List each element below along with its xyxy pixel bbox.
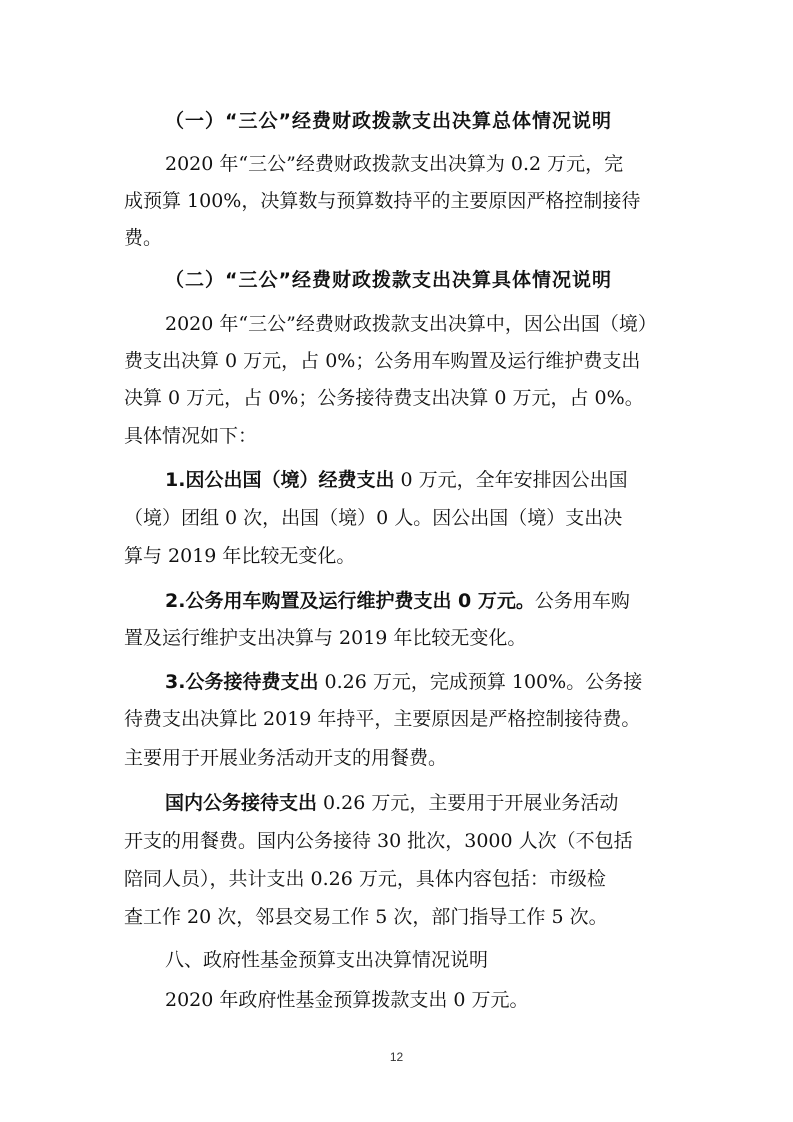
item-1-line-2: （境）团组 0 次，出国（境）0 人。因公出国（境）支出决 bbox=[124, 507, 623, 529]
domestic-line-3: 陪同人员），共计支出 0.26 万元，具体内容包括：市级检 bbox=[124, 868, 606, 890]
item-3-line-3: 主要用于开展业务活动开支的用餐费。 bbox=[124, 747, 448, 769]
section-2-heading: （二）“三公”经费财政拨款支出决算具体情况说明 bbox=[165, 269, 612, 291]
section-1-heading: （一）“三公”经费财政拨款支出决算总体情况说明 bbox=[165, 110, 612, 132]
domestic-text: 0.26 万元，主要用于开展业务活动 bbox=[317, 792, 619, 814]
section-1-line-3: 费。 bbox=[124, 227, 163, 249]
section-2-line-3: 决算 0 万元，占 0%；公务接待费支出决算 0 万元，占 0%。 bbox=[124, 387, 644, 409]
domestic-label: 国内公务接待支出 bbox=[165, 792, 318, 814]
section-2-line-4: 具体情况如下： bbox=[124, 425, 258, 447]
section-2-line-1: 2020 年“三公”经费财政拨款支出决算中，因公出国（境） bbox=[165, 313, 657, 335]
item-3-line-2: 待费支出决算比 2019 年持平，主要原因是严格控制接待费。 bbox=[124, 708, 641, 730]
section-1-line-1: 2020 年“三公”经费财政拨款支出决算为 0.2 万元，完 bbox=[165, 153, 624, 175]
section-1-line-2: 成预算 100%，决算数与预算数持平的主要原因严格控制接待 bbox=[124, 190, 641, 212]
domestic-line-1 bbox=[0, 785, 793, 821]
item-2-line-1 bbox=[0, 583, 793, 619]
section-2-line-2: 费支出决算 0 万元，占 0%；公务用车购置及运行维护费支出 bbox=[124, 350, 641, 372]
item-1-line-3: 算与 2019 年比较无变化。 bbox=[124, 545, 356, 567]
item-2-line-2: 置及运行维护支出决算与 2019 年比较无变化。 bbox=[124, 627, 527, 649]
item-3-label: 3.公务接待费支出 bbox=[165, 671, 319, 693]
section-8-heading: 八、政府性基金预算支出决算情况说明 bbox=[165, 949, 489, 971]
section-8-line-1: 2020 年政府性基金预算拨款支出 0 万元。 bbox=[165, 989, 529, 1011]
item-2-label: 2.公务用车购置及运行维护费支出 0 万元。 bbox=[165, 590, 535, 612]
domestic-line-2: 开支的用餐费。国内公务接待 30 批次，3000 人次（不包括 bbox=[124, 830, 633, 852]
item-1-line-1 bbox=[0, 462, 793, 498]
item-1-text: 0 万元，全年安排因公出国 bbox=[394, 469, 628, 491]
item-3-line-1 bbox=[0, 664, 793, 700]
item-1-label: 1.因公出国（境）经费支出 bbox=[165, 469, 395, 491]
item-3-text: 0.26 万元，完成预算 100%。公务接 bbox=[318, 671, 643, 693]
page-number: 12 bbox=[389, 1050, 404, 1064]
item-2-text: 公务用车购 bbox=[534, 590, 630, 612]
domestic-line-4: 查工作 20 次，邻县交易工作 5 次，部门指导工作 5 次。 bbox=[124, 906, 608, 928]
